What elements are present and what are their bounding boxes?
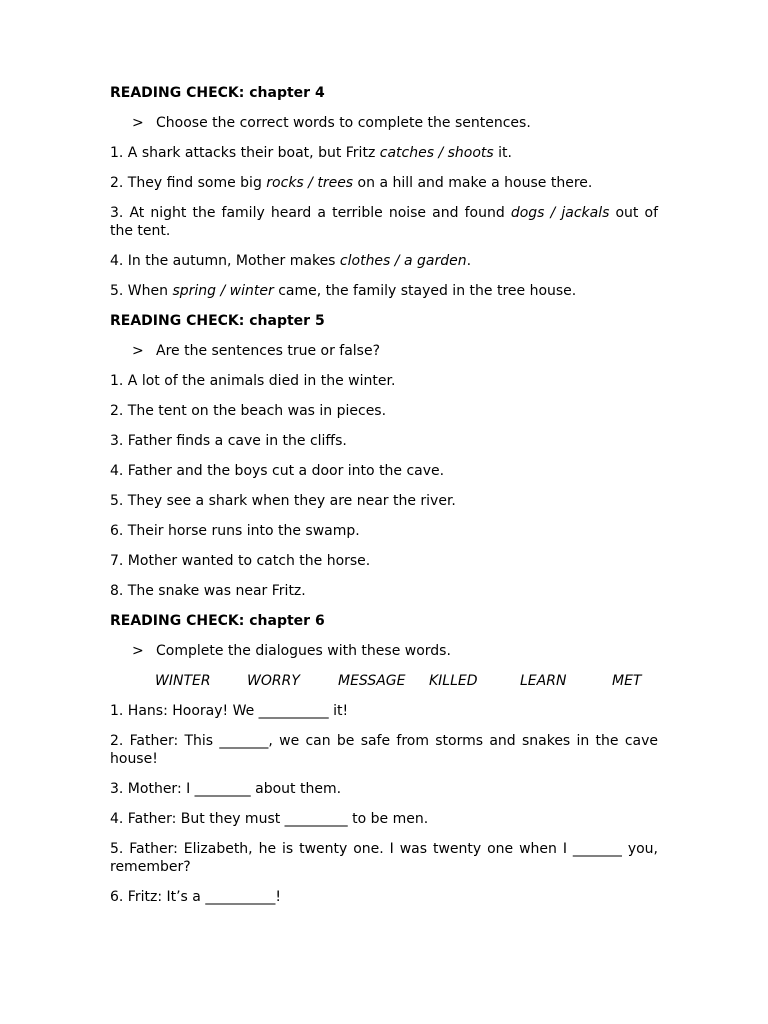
ch6-dialogue-2: 2. Father: This _______, we can be safe from storms and snakes in the cave house! xyxy=(110,733,658,767)
chapter-5-instruction xyxy=(110,342,658,360)
ch5-question-3: 3. Father finds a cave in the cliffs. xyxy=(110,433,347,449)
ch4-question-1: 1. A shark attacks their boat, but Fritz catches / shoots it. xyxy=(110,145,512,161)
instruction-text: Choose the correct words to complete the sentences. xyxy=(156,115,531,131)
word-bank-item: MET xyxy=(612,673,642,689)
chapter-6-instruction xyxy=(110,642,658,660)
word-choice: rocks / trees xyxy=(266,175,354,191)
arrow-bullet-icon: > xyxy=(132,343,144,359)
chapter-6-heading: READING CHECK: chapter 6 xyxy=(110,613,325,629)
word-bank-item: KILLED xyxy=(429,673,478,689)
ch6-dialogue-4: 4. Father: But they must _________ to be men. xyxy=(110,811,429,827)
ch4-question-5: 5. When spring / winter came, the family stayed in the tree house. xyxy=(110,283,577,299)
instruction-text: Are the sentences true or false? xyxy=(156,343,381,359)
ch4-question-4: 4. In the autumn, Mother makes clothes / a garden. xyxy=(110,253,472,269)
ch5-question-6: 6. Their horse runs into the swamp. xyxy=(110,523,360,539)
word-bank xyxy=(110,672,658,690)
word-choice: clothes / a garden xyxy=(339,253,467,269)
ch5-question-5: 5. They see a shark when they are near the river. xyxy=(110,493,456,509)
ch5-question-7: 7. Mother wanted to catch the horse. xyxy=(110,553,371,569)
word-choice: spring / winter xyxy=(172,283,274,299)
ch5-question-1: 1. A lot of the animals died in the winter. xyxy=(110,373,396,389)
word-bank-item: WINTER xyxy=(155,673,211,689)
worksheet xyxy=(110,84,658,918)
ch4-question-2: 2. They find some big rocks / trees on a hill and make a house there. xyxy=(110,175,593,191)
word-bank-item: MESSAGE xyxy=(338,673,406,689)
chapter-4-instruction xyxy=(110,114,658,132)
ch6-dialogue-1: 1. Hans: Hooray! We __________ it! xyxy=(110,703,349,719)
ch4-question-3: 3. At night the family heard a terrible noise and found dogs / jackals out of the tent. xyxy=(110,205,659,239)
arrow-bullet-icon: > xyxy=(132,643,144,659)
word-choice: dogs / jackals xyxy=(510,205,610,221)
instruction-text: Complete the dialogues with these words. xyxy=(156,643,451,659)
ch5-question-4: 4. Father and the boys cut a door into the cave. xyxy=(110,463,445,479)
chapter-5-heading: READING CHECK: chapter 5 xyxy=(110,313,325,329)
chapter-4-heading: READING CHECK: chapter 4 xyxy=(110,85,325,101)
ch6-dialogue-3: 3. Mother: I ________ about them. xyxy=(110,781,342,797)
arrow-bullet-icon: > xyxy=(132,115,144,131)
ch6-dialogue-6: 6. Fritz: It’s a __________! xyxy=(110,889,281,905)
ch5-question-8: 8. The snake was near Fritz. xyxy=(110,583,306,599)
ch5-question-2: 2. The tent on the beach was in pieces. xyxy=(110,403,387,419)
ch6-dialogue-5: 5. Father: Elizabeth, he is twenty one. I was twenty one when I _______ you, remember? xyxy=(110,841,658,875)
word-bank-item: LEARN xyxy=(520,673,567,689)
word-bank-item: WORRY xyxy=(247,673,300,689)
word-choice: catches / shoots xyxy=(379,145,494,161)
